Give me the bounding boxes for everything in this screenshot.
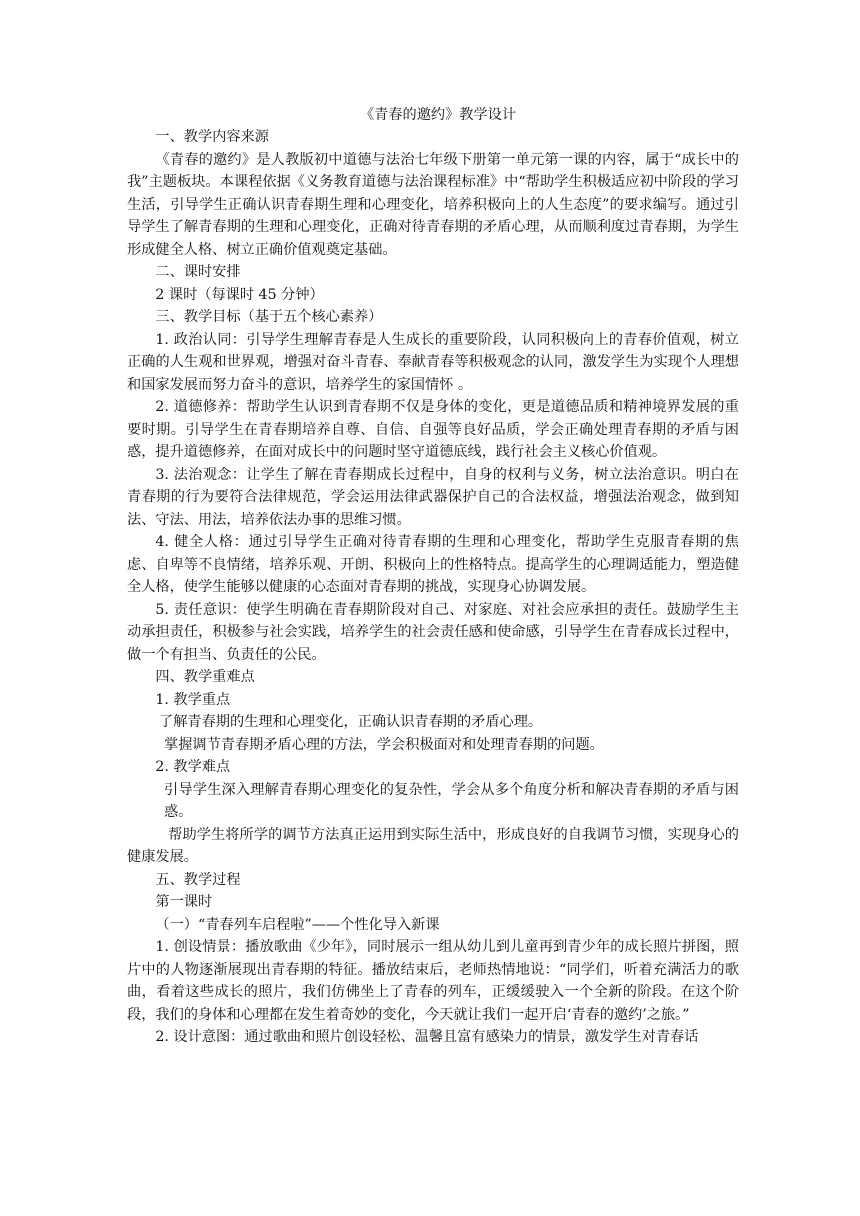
sub-heading: 第一课时 [155, 894, 213, 910]
paragraph: 5. 责任意识：使学生明确在青春期阶段对自己、对家庭、对社会应承担的责任。鼓励学生主动承担责任，积极参与社会实践，培养学生的社会责任感和使命感，引导学生在青春成长过程中，做一个有担当、负责任的公民。 [127, 601, 739, 663]
document-title: 《青春的邀约》教学设计 [359, 107, 517, 123]
sub-heading: （一）“青春列车启程啦”——个性化导入新课 [155, 916, 440, 933]
paragraph: 掌握调节青春期矛盾心理的方法，学会积极面对和处理青春期的问题。 [164, 736, 604, 753]
sub-heading: 1. 教学重点 [155, 691, 231, 708]
paragraph: 帮助学生将所学的调节方法真正运用到实际生活中，形成良好的自我调节习惯，实现身心的健康发展。 [127, 826, 739, 865]
paragraph: 2 课时（每课时 45 分钟） [155, 286, 324, 303]
section-heading: 五、教学过程 [155, 871, 241, 888]
section-heading: 三、教学目标（基于五个核心素养） [155, 309, 383, 325]
section-heading: 一、教学内容来源 [155, 129, 269, 145]
section-heading: 四、教学重难点 [155, 669, 255, 685]
paragraph: 引导学生深入理解青春期心理变化的复杂性，学会从多个角度分析和解决青春期的矛盾与困惑。 [164, 781, 739, 820]
paragraph: 2. 设计意图：通过歌曲和照片创设轻松、温馨且富有感染力的情景，激发学生对青春话 [155, 1029, 699, 1045]
document-body [127, 104, 739, 1049]
section-heading: 二、课时安排 [155, 264, 241, 280]
paragraph: 《青春的邀约》是人教版初中道德与法治七年级下册第一单元第一课的内容，属于“成长中的我”主题板块。本课程依据《义务教育道德与法治课程标准》中“帮助学生积极适应初中阶段的学习生活，引导学生正确认识青春期生理和心理变化，培养积极向上的人生态度”的要求编写。通过引导学生了解青春期的生理和心理变化，正确对待青春期的矛盾心理，从而顺利度过青春期，为学生形成健全人格、树立正确价值观奠定基础。 [127, 151, 739, 258]
paragraph: 1. 创设情景：播放歌曲《少年》，同时展示一组从幼儿到儿童再到青少年的成长照片拼图，照片中的人物逐渐展现出青春期的特征。播放结束后，老师热情地说：“同学们，听着充满活力的歌曲，看着这些成长的照片，我们仿佛坐上了青春的列车，正缓缓驶入一个全新的阶段。在这个阶段，我们的身体和心理都在发生着奇妙的变化，今天就让我们一起开启‘青春的邀约’之旅。” [127, 939, 739, 1023]
paragraph: 2. 道德修养：帮助学生认识到青春期不仅是身体的变化，更是道德品质和精神境界发展的重要时期。引导学生在青春期培养自尊、自信、自强等良好品质，学会正确处理青春期的矛盾与困惑，提升道德修养，在面对成长中的问题时坚守道德底线，践行社会主义核心价值观。 [127, 399, 739, 460]
paragraph: 了解青春期的生理和心理变化，正确认识青春期的矛盾心理。 [159, 714, 543, 730]
paragraph: 4. 健全人格：通过引导学生正确对待青春期的生理和心理变化，帮助学生克服青春期的焦虑、自卑等不良情绪，培养乐观、开朗、积极向上的性格特点。提高学生的心理调适能力，塑造健全人格，使学生能够以健康的心态面对青春期的挑战，实现身心协调发展。 [127, 534, 739, 595]
paragraph: 3. 法治观念：让学生了解在青春期成长过程中，自身的权利与义务，树立法治意识。明白在青春期的行为要符合法律规范，学会运用法律武器保护自己的合法权益，增强法治观念，做到知法、守法、用法，培养依法办事的思维习惯。 [127, 466, 739, 528]
paragraph: 1. 政治认同：引导学生理解青春是人生成长的重要阶段，认同积极向上的青春价值观，树立正确的人生观和世界观，增强对奋斗青春、奉献青春等积极观念的认同，激发学生为实现个人理想和国家发展而努力奋斗的意识，培养学生的家国情怀 。 [127, 331, 739, 393]
sub-heading: 2. 教学难点 [155, 759, 231, 775]
